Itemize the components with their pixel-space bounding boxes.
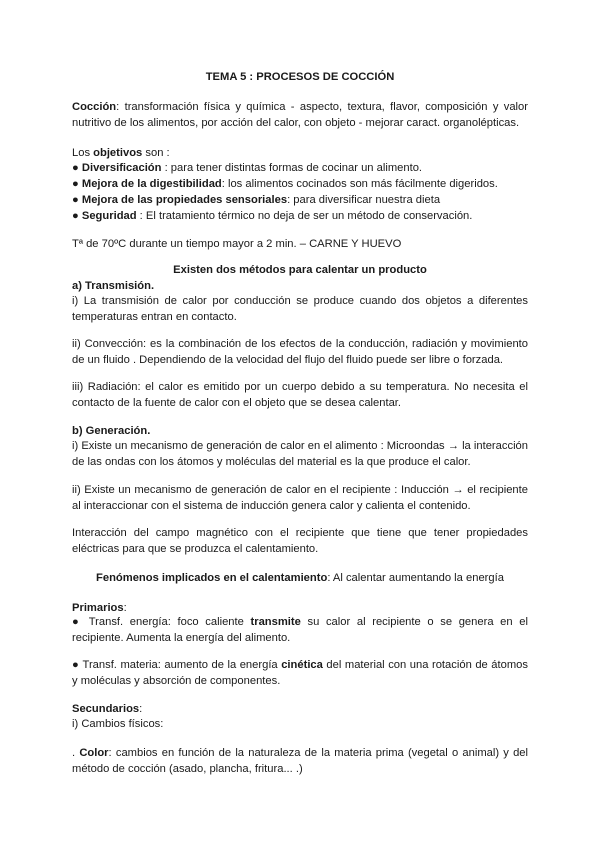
transmision-conduccion: i) La transmisión de calor por conducción se produce cuando dos objetos a diferentes temperaturas entran en contacto. [72,295,528,323]
bullet-icon: ● [72,178,79,190]
primarios-label: Primarios [72,602,124,614]
temperatura-note: Tª de 70ºC durante un tiempo mayor a 2 min. – CARNE Y HUEVO [72,238,402,250]
secundarios-colon: : [139,703,143,715]
transmision-heading: a) Transmisión. [72,280,155,292]
list-item [72,176,528,192]
fenomenos-text: : Al calentar aumentando la energía [327,572,504,584]
objetivos-intro [72,145,528,161]
coccion-term: Cocción [72,101,117,113]
primarios-energia [72,614,528,646]
color-post: : cambios en función de la naturaleza de la materia prima (vegetal o animal) y del método de cocción (asado, plancha, fritura... .) [72,747,529,775]
primarios-colon: : [123,602,127,614]
list-item [72,208,528,224]
materia-pre: ● Transf. materia: aumento de la energía [72,659,282,671]
fenomenos-heading [0,570,600,586]
generacion-recipiente: ii) Existe un mecanismo de generación de calor en el recipiente : Inducción → el recipiente al interaccionar con el sistema de inducción genera calor y calienta el contenido. [72,484,528,512]
secundarios-cambios: i) Cambios físicos: [72,718,164,730]
transmision-conveccion: ii) Convección: es la combinación de los efectos de la conducción, radiación y movimiento de un fluido . Dependiendo de la velocidad del flujo del fluido puede ser libre o forzada. [72,338,528,366]
objetivos-intro-bold: objetivos [93,147,143,159]
metodos-heading: Existen dos métodos para calentar un producto [173,264,427,276]
color-bold: Color [79,747,109,759]
page-title: TEMA 5 : PROCESOS DE COCCIÓN [205,71,395,83]
list-item [72,160,528,176]
bullet-icon: ● [72,162,79,174]
energia-post: su calor al recipiente o se genera en el recipiente. Aumenta la energía del alimento. [72,616,528,644]
coccion-definition [72,99,528,131]
objetivo-term: Diversificación [81,162,162,174]
materia-bold: cinética [281,659,323,671]
bullet-icon: ● [72,210,79,222]
objetivo-term: Mejora de las propiedades sensoriales [81,194,288,206]
objetivos-intro-pre: Los [72,147,94,159]
objetivo-term: Seguridad [81,210,137,222]
primarios-materia [72,657,528,689]
fenomenos-bold: Fenómenos implicados en el calentamiento [96,572,328,584]
generacion-interaccion: Interacción del campo magnético con el recipiente que tiene que tener propiedades eléctricas para que se produzca el calentamiento. [72,527,528,555]
generacion-alimento: i) Existe un mecanismo de generación de calor en el alimento : Microondas → la interacción de las ondas con los átomos y moléculas del material es la que produce el calor. [72,440,528,468]
list-item [72,192,528,208]
objetivo-text: : los alimentos cocinados son más fácilmente digeridos. [221,178,498,190]
secundarios-label: Secundarios [72,703,140,715]
color-pre: . [72,747,80,759]
coccion-text: : transformación física y química - aspecto, textura, flavor, composición y valor nutritivo de los alimentos, por acción del calor, con objeto - mejorar caract. organolépticas. [72,101,528,129]
objetivo-text: : para diversificar nuestra dieta [287,194,441,206]
objetivos-intro-post: son : [142,147,170,159]
objetivo-text: : El tratamiento térmico no deja de ser un método de conservación. [136,210,473,222]
transmision-radiacion: iii) Radiación: el calor es emitido por un cuerpo debido a su temperatura. No necesita el contacto de la fuente de calor con el objeto que se desea calentar. [72,381,528,409]
objetivo-term: Mejora de la digestibilidad [81,178,222,190]
generacion-heading: b) Generación. [72,425,151,437]
bullet-icon: ● [72,194,79,206]
materia-post: del material con una rotación de átomos y moléculas y absorción de componentes. [72,659,528,687]
secundarios-color [72,745,528,777]
energia-pre: ● Transf. energía: foco caliente [72,616,251,628]
objetivo-text: : para tener distintas formas de cocinar un alimento. [161,162,423,174]
energia-bold: transmite [250,616,301,628]
objetivos-list [72,160,528,224]
secundarios-heading [72,701,528,717]
